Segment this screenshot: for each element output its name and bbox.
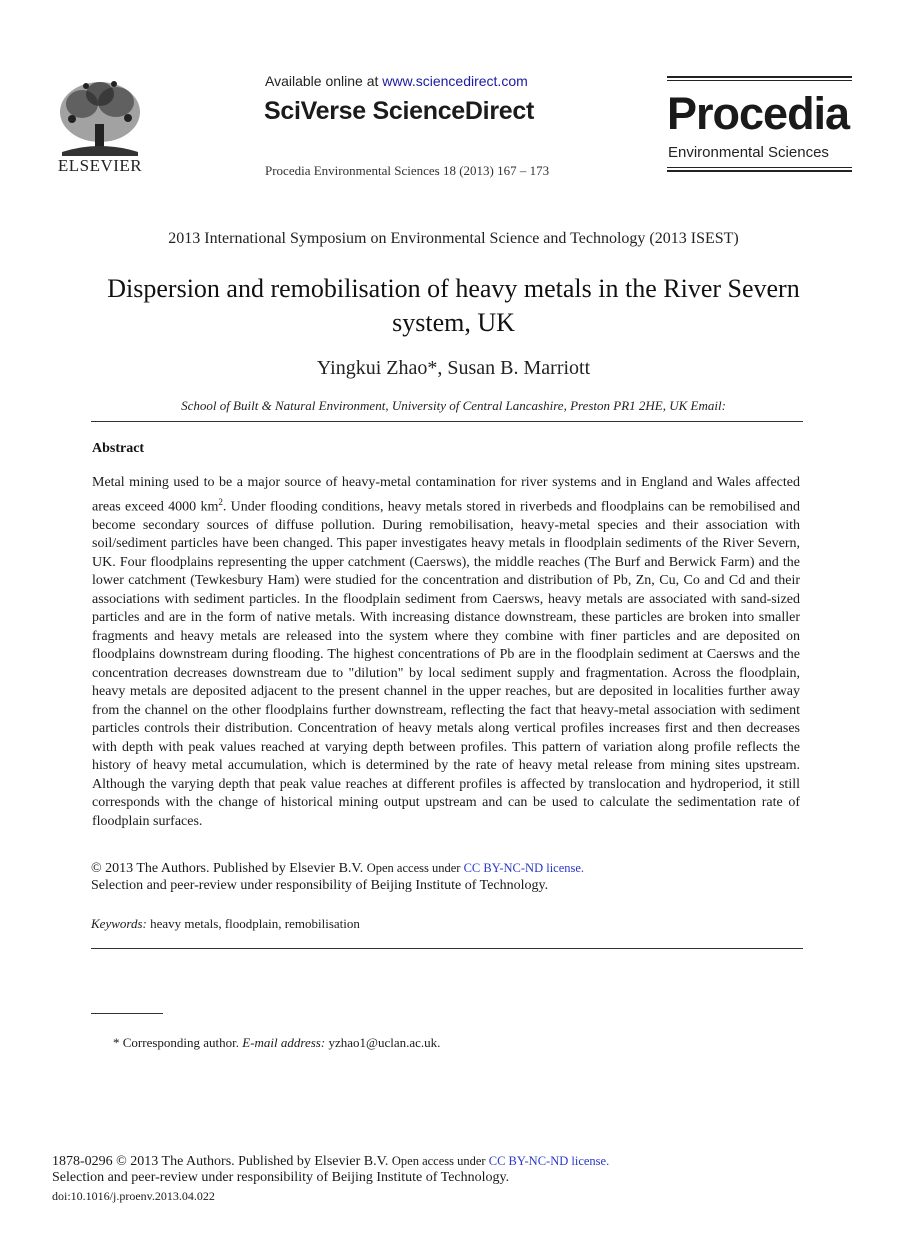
procedia-brand: Procedia [667,88,850,139]
email-address[interactable]: yzhao1@uclan.ac.uk. [325,1035,441,1050]
keywords-values: heavy metals, floodplain, remobilisation [146,916,360,931]
copyright-text: © 2013 The Authors. Published by Elsevier B.V. [91,861,367,876]
footer-peer-review: Selection and peer-review under responsibility of Beijing Institute of Technology. [52,1170,510,1185]
footnote-rule [91,1013,163,1014]
footer-open-access: Open access under [391,1154,489,1168]
footnote-prefix: * Corresponding author. [113,1035,243,1050]
bottom-divider [91,948,803,949]
journal-reference: Procedia Environmental Sciences 18 (2013) 167 – 173 [265,163,550,178]
keywords-line [91,916,360,932]
corresponding-author-footnote [113,1035,440,1051]
issn-copyright-line [52,1154,609,1170]
elsevier-wordmark: ELSEVIER [57,156,143,175]
procedia-bottom-rule [667,167,852,173]
open-access-text: Open access under [366,861,464,875]
top-divider [91,421,803,422]
issn-text: 1878-0296 © 2013 The Authors. Published by Elsevier B.V. [52,1154,392,1169]
doi-line[interactable]: doi:10.1016/j.proenv.2013.04.022 [52,1189,215,1203]
abstract-heading: Abstract [92,441,145,456]
abstract-body [92,474,800,831]
author-affiliation: School of Built & Natural Environment, University of Central Lancashire, Preston PR1 2HE, UK Email: [181,398,726,413]
conference-name: 2013 International Symposium on Environmental Science and Technology (2013 ISEST) [168,230,739,247]
available-online-line [265,73,528,89]
copyright-line [91,861,584,877]
abstract-text-part2: . Under flooding conditions, heavy metals stored in riverbeds and floodplains can be remobilised and become secondary sources of diffuse pollution. During remobilisation, heavy-metal species and their association with soil/sediment particles have been changed. This paper investigates heavy metals in floodplain sediments of the River Severn, UK. Four floodplains representing the upper catchment (Caersws), the middle reaches (The Burf and Berwick Farm) and the lower catchment (Tewkesbury Ham) were studied for the concentration and distribution of Pb, Zn, Cu, Co and Cd and their associations with sediment particles. In the floodplain sediment from Caersws, heavy metals are associated with sand-sized particles and are in the form of native metals. With increasing distance downstream, these particles are broken into smaller fragments and heavy metals are released into the system where they combine with finer particles and are deposited on floodplains downstream during flooding. The highest concentrations of Pb are in the floodplain sediment at Caersws and the concentration decreases downstream due to "dilution" by local sediment supply and fragmentation. Across the floodplain, heavy metals are deposited adjacent to the present channel in the upper reaches, but are deposited in localities further away from the channel on the other floodplains further downstream, reflecting the fact that heavy-metal association with sediment particles controls their distribution. Concentration of heavy metals along vertical profiles increases first and then decreases with depth with peak values reached at varying depth between profiles. This pattern of variation along profile reflects the history of heavy metal accumulation, which is determined by the rate of heavy metal release from mining sites upstream. Although the varying depth that peak value reaches at different profiles is affected by translocation and hydroperiod, it still corresponds with the change of historical mining output upstream and can be used to calculate the sedimentation rate of floodplain surfaces. [92,499,800,829]
abstract-text-part1: Metal mining used to be a major source of heavy-metal contamination for river systems and in England and Wales affected areas exceed 4000 km [92,475,800,515]
license-link[interactable]: CC BY-NC-ND license. [463,861,585,875]
platform-name: SciVerse ScienceDirect [264,97,534,125]
procedia-top-rule [667,76,852,82]
peer-review-line: Selection and peer-review under responsibility of Beijing Institute of Technology. [91,878,549,893]
abstract-superscript: 2 [218,496,223,507]
email-label: E-mail address: [242,1035,326,1050]
keywords-label: Keywords: [91,916,147,931]
footer-license-link[interactable]: CC BY-NC-ND license. [488,1154,610,1168]
author-list: Yingkui Zhao*, Susan B. Marriott [316,357,591,379]
available-prefix: Available online at [265,73,383,89]
paper-title: Dispersion and remobilisation of heavy metals in the River Severn system, UK [107,274,800,337]
procedia-subtitle: Environmental Sciences [668,144,829,161]
sciencedirect-link[interactable]: www.sciencedirect.com [382,73,528,89]
